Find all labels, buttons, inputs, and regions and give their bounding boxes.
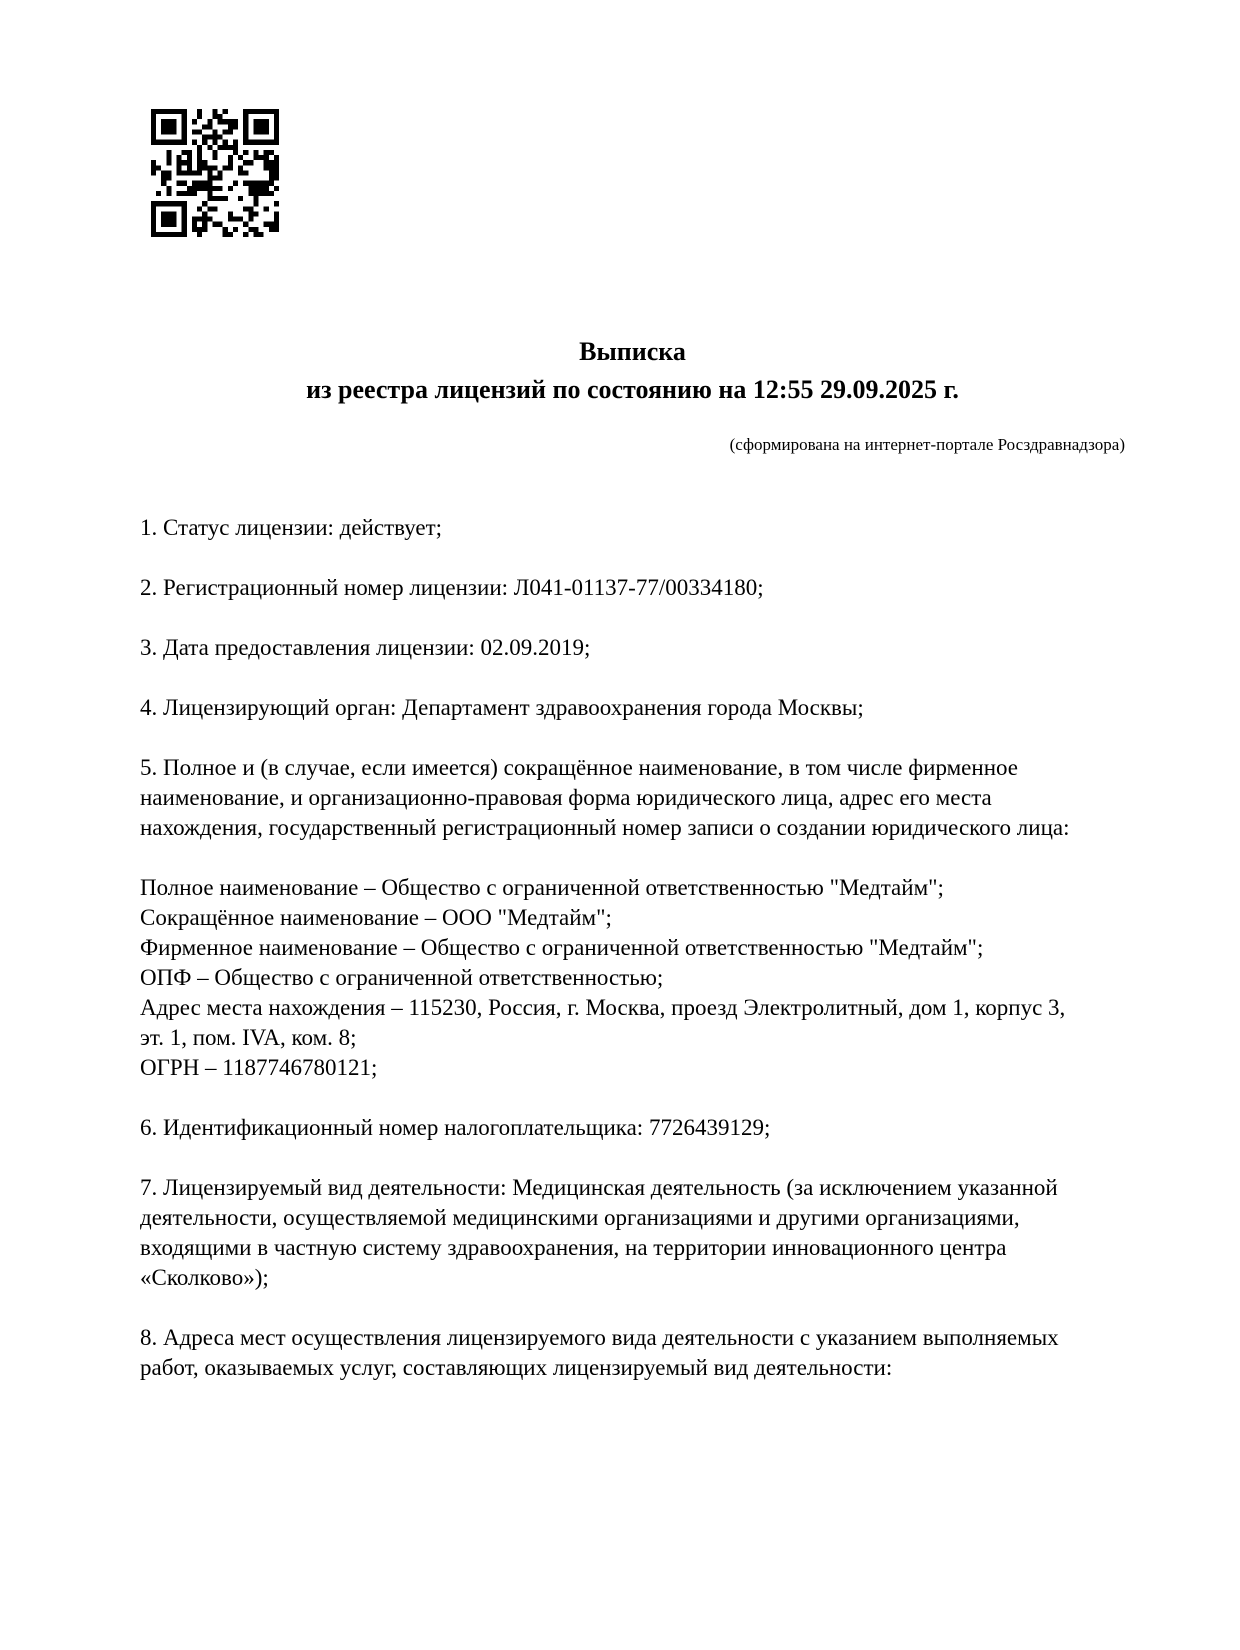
- paragraph: [140, 573, 1125, 603]
- paragraph-line: «Сколково»);: [140, 1265, 269, 1290]
- paragraph-line: Сокращённое наименование – ООО "Медтайм";: [140, 905, 612, 930]
- paragraph-line: Фирменное наименование – Общество с ограниченной ответственностью "Медтайм";: [140, 935, 984, 960]
- paragraph-line: 2. Регистрационный номер лицензии: Л041-01137-77/00334180;: [140, 575, 764, 600]
- title-line-2: из реестра лицензий по состоянию на 12:55 29.09.2025 г.: [306, 375, 959, 404]
- paragraph-line: работ, оказываемых услуг, составляющих лицензируемый вид деятельности:: [140, 1355, 893, 1380]
- paragraph-line: входящими в частную систему здравоохранения, на территории инновационного центра: [140, 1235, 1007, 1260]
- paragraph: [140, 753, 1125, 843]
- document-content: [140, 333, 1125, 1383]
- paragraph-line: Адрес места нахождения – 115230, Россия, г. Москва, проезд Электролитный, дом 1, корпус 3,: [140, 995, 1066, 1020]
- document-subtitle: (сформирована на интернет-портале Росздравнадзора): [729, 435, 1125, 454]
- document-title: [140, 333, 1125, 409]
- paragraph-line: 4. Лицензирующий орган: Департамент здравоохранения города Москвы;: [140, 695, 864, 720]
- paragraph: [140, 1113, 1125, 1143]
- paragraph: [140, 1323, 1125, 1383]
- paragraph-line: наименование, и организационно-правовая форма юридического лица, адрес его места: [140, 785, 992, 810]
- document-body: [140, 513, 1125, 1383]
- paragraph: [140, 1173, 1125, 1293]
- title-line-1: Выписка: [579, 337, 686, 366]
- paragraph-line: 8. Адреса мест осуществления лицензируемого вида деятельности с указанием выполняемых: [140, 1325, 1059, 1350]
- paragraph-line: 6. Идентификационный номер налогоплательщика: 7726439129;: [140, 1115, 771, 1140]
- paragraph-line: 7. Лицензируемый вид деятельности: Медицинская деятельность (за исключением указанной: [140, 1175, 1058, 1200]
- paragraph-line: Полное наименование – Общество с ограниченной ответственностью "Медтайм";: [140, 875, 944, 900]
- paragraph: [140, 513, 1125, 543]
- paragraph: [140, 633, 1125, 663]
- paragraph-line: 1. Статус лицензии: действует;: [140, 515, 443, 540]
- paragraph-line: эт. 1, пом. IVA, ком. 8;: [140, 1025, 357, 1050]
- paragraph: [140, 873, 1125, 1083]
- paragraph-line: ОПФ – Общество с ограниченной ответственностью;: [140, 965, 664, 990]
- paragraph-line: нахождения, государственный регистрационный номер записи о создании юридического лица:: [140, 815, 1070, 840]
- qr-code-icon: [151, 109, 279, 237]
- paragraph-line: ОГРН – 1187746780121;: [140, 1055, 378, 1080]
- paragraph-line: деятельности, осуществляемой медицинскими организациями и другими организациями,: [140, 1205, 1020, 1230]
- paragraph-line: 5. Полное и (в случае, если имеется) сокращённое наименование, в том числе фирменное: [140, 755, 1018, 780]
- paragraph-line: 3. Дата предоставления лицензии: 02.09.2019;: [140, 635, 591, 660]
- paragraph: [140, 693, 1125, 723]
